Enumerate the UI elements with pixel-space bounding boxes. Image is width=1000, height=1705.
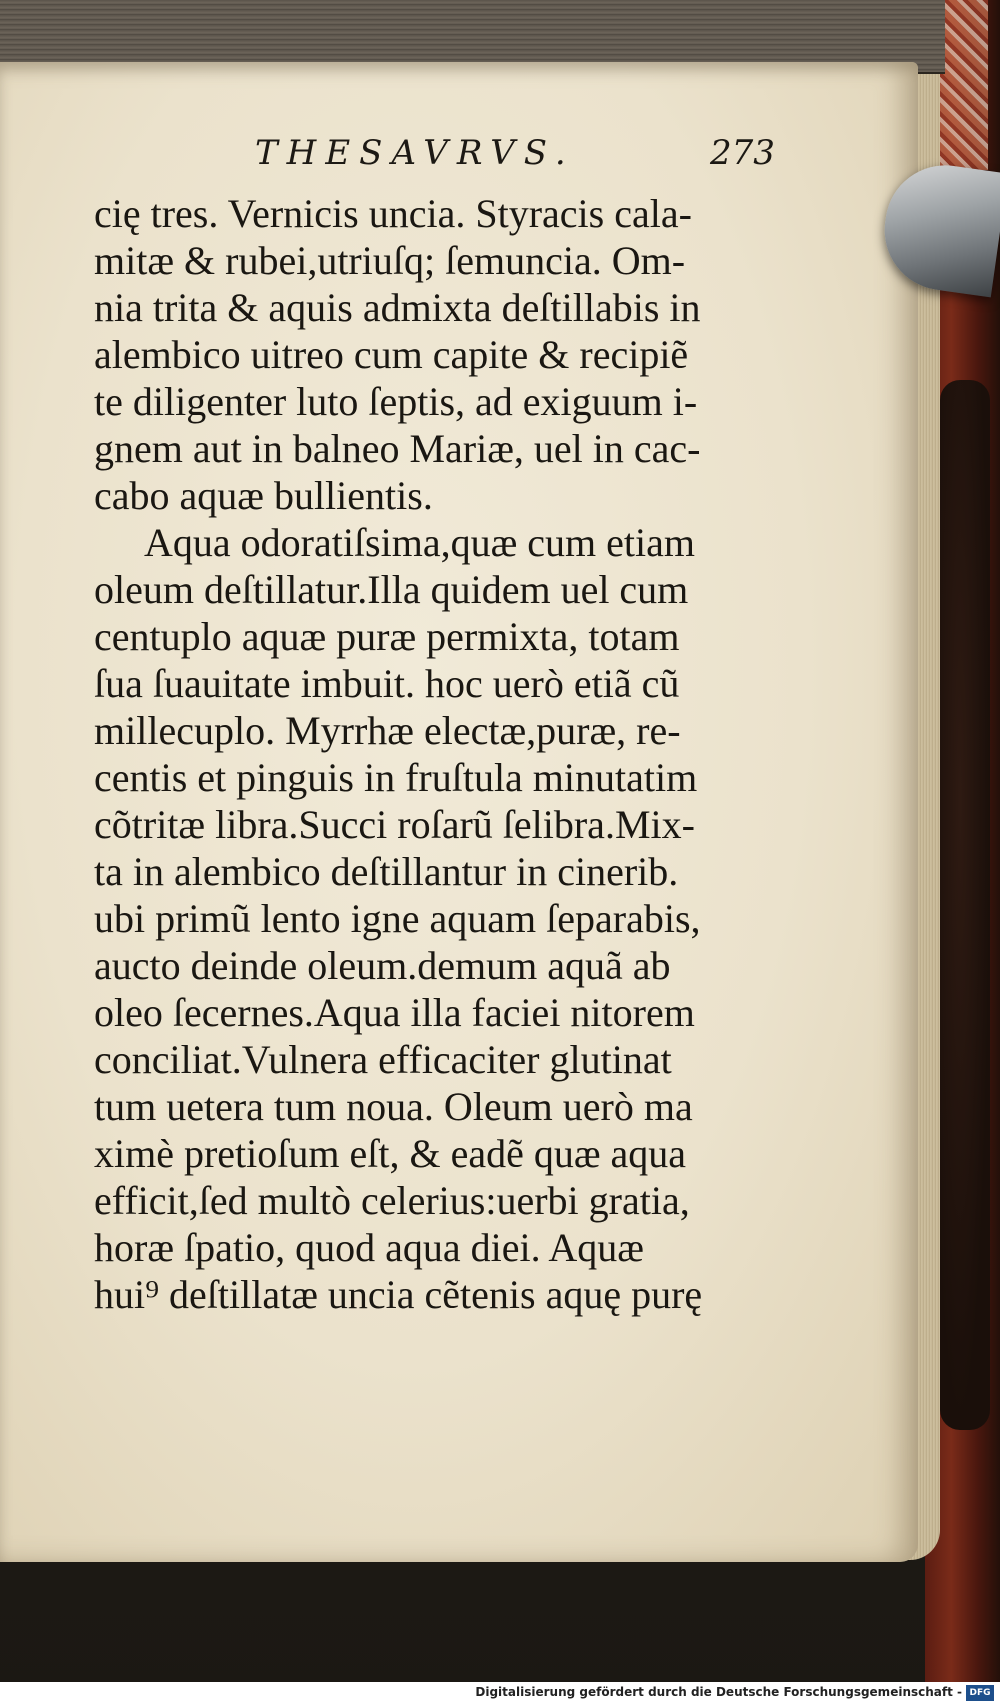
body-text — [94, 190, 764, 1318]
text-line: cię tres. Vernicis uncia. Styracis cala- — [94, 191, 692, 236]
text-line: centuplo aquæ puræ permixta, totam — [94, 614, 680, 659]
text-line: nia trita & aquis admixta deſtillabis in — [94, 285, 701, 330]
text-line: tum uetera tum noua. Oleum uerò ma — [94, 1084, 693, 1129]
text-line: Aqua odoratiſsima,quæ cum etiam — [144, 520, 695, 565]
page-number: 273 — [710, 133, 775, 173]
text-line: oleum deſtillatur.Illa quidem uel cum — [94, 567, 689, 612]
text-line: horæ ſpatio, quod aqua diei. Aquæ — [94, 1225, 644, 1270]
text-line: hui⁹ deſtillatæ uncia cẽtenis aquę purę — [94, 1272, 703, 1317]
text-line: cõtritæ libra.Succi roſarũ ſelibra.Mix- — [94, 802, 695, 847]
text-line: gnem aut in balneo Mariæ, uel in cac- — [94, 426, 701, 471]
text-line: ximè pretioſum eſt, & eadẽ quæ aqua — [94, 1131, 687, 1176]
text-line: efficit,ſed multò celerius:uerbi gratia, — [94, 1178, 690, 1223]
text-line: oleo ſecernes.Aqua illa faciei nitorem — [94, 990, 695, 1035]
text-line: ſua ſuauitate imbuit. hoc uerò etiã cũ — [94, 661, 680, 706]
text-line: centis et pinguis in fruſtula minutatim — [94, 755, 698, 800]
running-head-title: THESAVRVS. — [255, 133, 575, 173]
text-line: ubi primũ lento igne aquam ſeparabis, — [94, 896, 701, 941]
marbled-edge — [940, 0, 988, 170]
text-line: cabo aquæ bullientis. — [94, 473, 433, 518]
text-line: conciliat.Vulnera efficaciter glutinat — [94, 1037, 672, 1082]
text-line: ta in alembico deſtillantur in cinerib. — [94, 849, 679, 894]
funding-credit: Digitalisierung gefördert durch die Deutsche Forschungsgemeinschaft - — [475, 1685, 962, 1699]
text-line: mitæ & rubei,utriuſq; ſemuncia. Om- — [94, 238, 686, 283]
text-line: millecuplo. Myrrhæ electæ,puræ, re- — [94, 708, 681, 753]
footer-bar — [0, 1682, 1000, 1705]
text-line: te diligenter luto ſeptis, ad exiguum i- — [94, 379, 698, 424]
text-line: alembico uitreo cum capite & recipiẽ — [94, 332, 689, 377]
text-line: aucto deinde oleum.demum aquã ab — [94, 943, 671, 988]
dfg-logo: DFG — [966, 1685, 994, 1701]
